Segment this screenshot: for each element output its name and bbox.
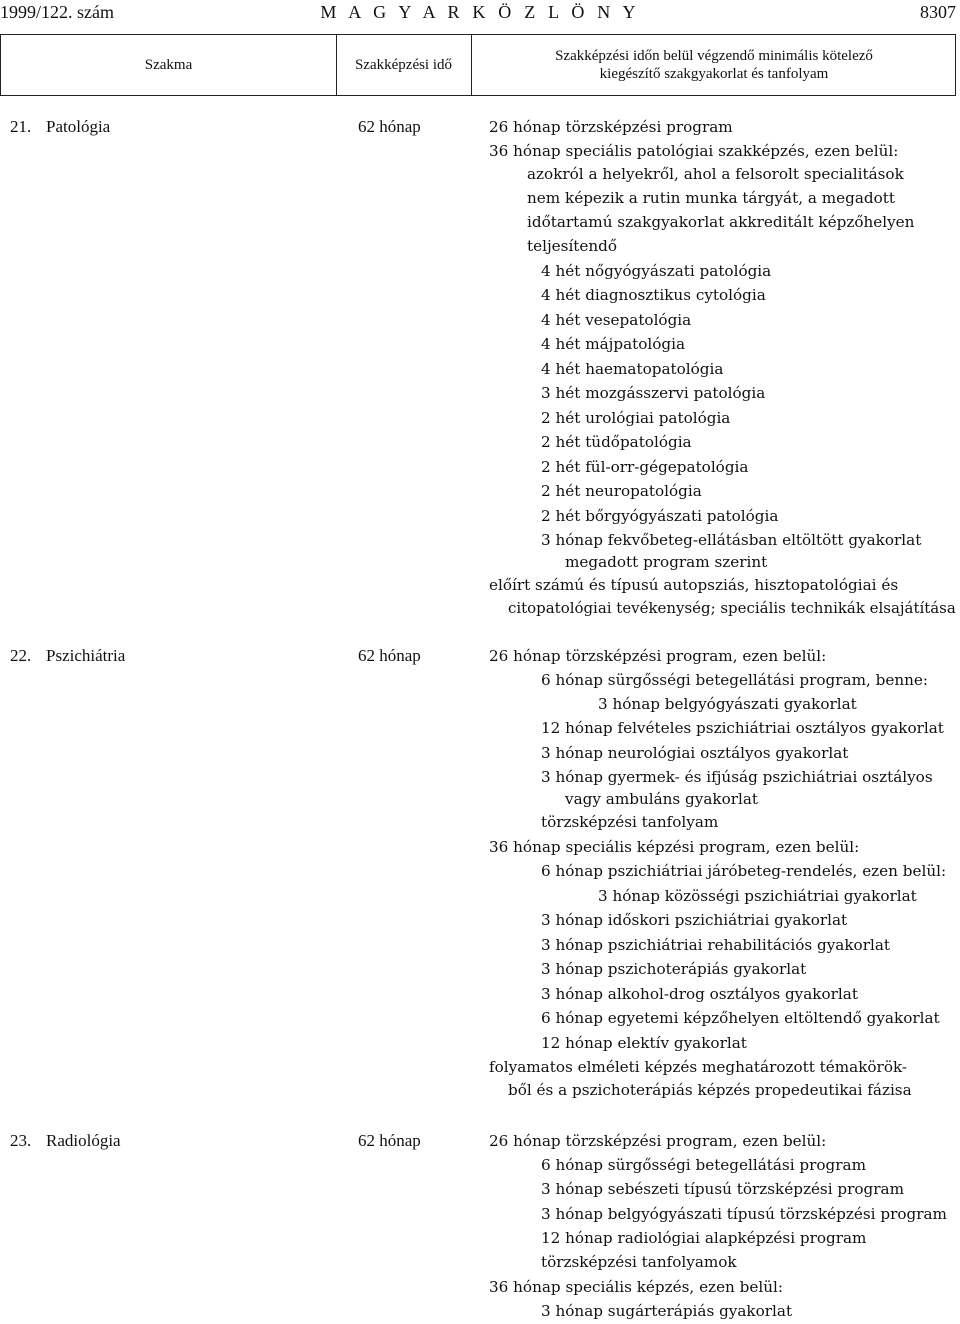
requirement-line: 3 hónap sugárterápiás gyakorlat — [541, 1302, 793, 1320]
entry-specialty: Pszichiátria — [46, 646, 126, 665]
entry-number: 21. — [10, 117, 32, 136]
requirement-line: 36 hónap speciális képzés, ezen belül: — [489, 1278, 783, 1296]
page-number: 8307 — [920, 2, 956, 22]
column-header — [0, 34, 956, 96]
entry-specialty: Patológia — [46, 117, 111, 136]
requirement-line: időtartamú szakgyakorlat akkreditált képzőhelyen — [527, 213, 915, 231]
requirement-line: 4 hét haematopatológia — [541, 360, 724, 378]
requirement-line: 4 hét májpatológia — [541, 335, 686, 353]
requirement-line: folyamatos elméleti képzés meghatározott témakörök- — [489, 1058, 908, 1076]
requirement-line: 3 hónap pszichiátriai rehabilitációs gyakorlat — [541, 936, 890, 954]
requirement-line: 3 hónap belgyógyászati gyakorlat — [598, 695, 857, 713]
requirement-line: 3 hónap közösségi pszichiátriai gyakorlat — [598, 887, 917, 905]
column-szakkepzesi-ido: Szakképzési idő — [336, 35, 472, 95]
requirement-line: 12 hónap felvételes pszichiátriai osztályos gyakorlat — [541, 719, 944, 737]
requirement-line: citopatológiai tevékenység; speciális technikák elsajátítása — [508, 599, 956, 617]
requirement-line: törzsképzési tanfolyamok — [541, 1253, 737, 1271]
requirement-line: 4 hét diagnosztikus cytológia — [541, 286, 766, 304]
requirement-line: 26 hónap törzsképzési program — [489, 118, 733, 136]
requirement-line: 26 hónap törzsképzési program, ezen belül: — [489, 647, 827, 665]
requirement-line: 4 hét vesepatológia — [541, 311, 692, 329]
requirement-line: megadott program szerint — [565, 553, 768, 571]
requirement-line: 2 hét neuropatológia — [541, 482, 702, 500]
requirement-line: 3 hónap alkohol-drog osztályos gyakorlat — [541, 985, 858, 1003]
requirement-line: 4 hét nőgyógyászati patológia — [541, 262, 772, 280]
requirement-line: 6 hónap egyetemi képzőhelyen eltöltendő gyakorlat — [541, 1009, 940, 1027]
requirement-line: azokról a helyekről, ahol a felsorolt specialitások — [527, 165, 904, 183]
entry-duration: 62 hónap — [358, 1131, 421, 1150]
journal-title: M A G Y A R K Ö Z L Ö N Y — [320, 2, 640, 22]
requirement-line: teljesítendő — [527, 237, 618, 255]
requirement-line: 2 hét urológiai patológia — [541, 409, 731, 427]
requirement-line: 6 hónap sürgősségi betegellátási program, benne: — [541, 671, 928, 689]
requirement-line: 3 hónap sebészeti típusú törzsképzési program — [541, 1180, 904, 1198]
requirement-line: 6 hónap pszichiátriai járóbeteg-rendelés, ezen belül: — [541, 862, 947, 880]
requirement-line: 3 hónap neurológiai osztályos gyakorlat — [541, 744, 849, 762]
requirement-line: ből és a pszichoterápiás képzés propedeutikai fázisa — [508, 1081, 912, 1099]
column-kotelezo-gyakorlat: Szakképzési időn belül végzendő minimális kötelező kiegészítő szakgyakorlat és tanfolyam — [555, 48, 873, 82]
requirement-line: 3 hónap fekvőbeteg-ellátásban eltöltött gyakorlat — [541, 531, 922, 549]
requirement-line: 2 hét fül-orr-gégepatológia — [541, 458, 749, 476]
requirement-line: 2 hét bőrgyógyászati patológia — [541, 507, 779, 525]
requirement-line: 36 hónap speciális patológiai szakképzés, ezen belül: — [489, 142, 899, 160]
requirement-line: törzsképzési tanfolyam — [541, 813, 719, 831]
requirement-line: előírt számú és típusú autopsziás, hisztopatológiai és — [489, 576, 899, 594]
requirement-line: 36 hónap speciális képzési program, ezen belül: — [489, 838, 860, 856]
requirement-line: 6 hónap sürgősségi betegellátási program — [541, 1156, 866, 1174]
requirement-line: 3 hónap belgyógyászati típusú törzsképzési program — [541, 1205, 947, 1223]
column-szakma: Szakma — [1, 35, 337, 95]
requirement-line: 3 hónap gyermek- és ifjúság pszichiátriai osztályos — [541, 768, 933, 786]
entry-specialty: Radiológia — [46, 1131, 121, 1150]
entry-number: 22. — [10, 646, 32, 665]
requirement-line: 2 hét tüdőpatológia — [541, 433, 692, 451]
requirement-line: 26 hónap törzsképzési program, ezen belül: — [489, 1132, 827, 1150]
entry-duration: 62 hónap — [358, 117, 421, 136]
requirement-line: vagy ambuláns gyakorlat — [565, 790, 759, 808]
entry-number: 23. — [10, 1131, 32, 1150]
page-header — [0, 0, 960, 26]
requirement-line: 12 hónap radiológiai alapképzési program — [541, 1229, 867, 1247]
requirement-line: nem képezik a rutin munka tárgyát, a megadott — [527, 189, 895, 207]
requirement-line: 3 hónap időskori pszichiátriai gyakorlat — [541, 911, 848, 929]
entry-duration: 62 hónap — [358, 646, 421, 665]
requirement-line: 3 hét mozgásszervi patológia — [541, 384, 766, 402]
requirement-line: 3 hónap pszichoterápiás gyakorlat — [541, 960, 807, 978]
requirement-line: 12 hónap elektív gyakorlat — [541, 1034, 747, 1052]
issue-number: 1999/122. szám — [0, 2, 114, 22]
